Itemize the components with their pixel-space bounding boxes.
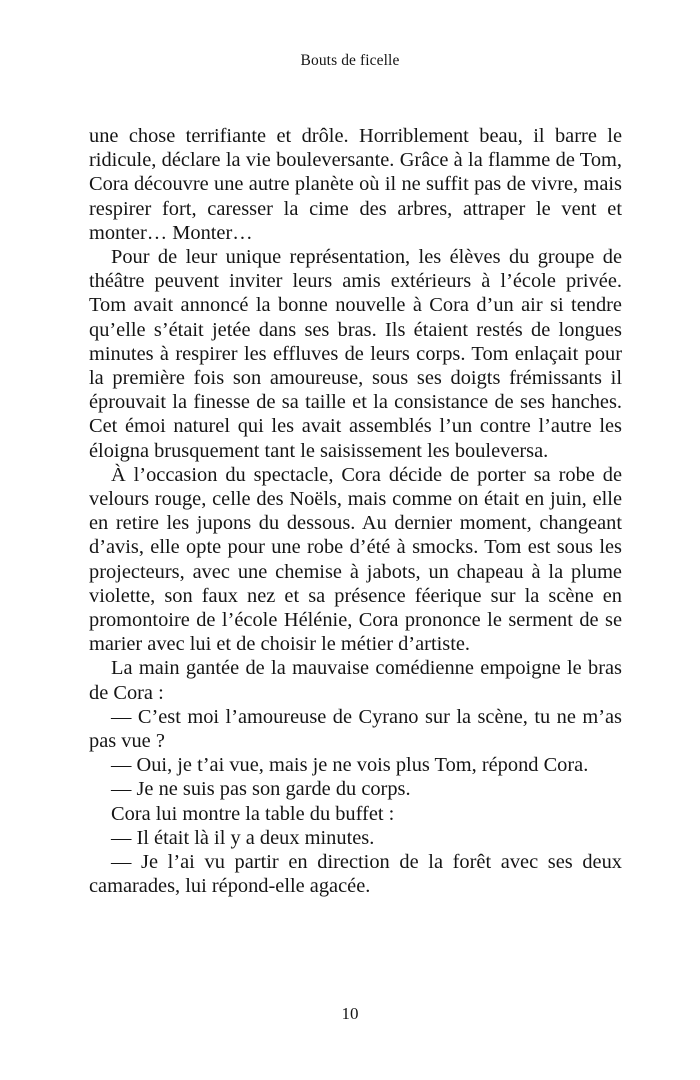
paragraph: À l’occasion du spectacle, Cora décide de porter sa robe de velours rouge, celle des Noëls, mais comme on était en juin, elle en retire les jupons du dessous. Au dernier moment, changeant d’avis, elle opte pour une robe d’été à smocks. Tom est sous les projecteurs, avec une chemise à jabots, un chapeau à la plume violette, son faux nez et sa présence féerique sur la scène en promontoire de l’école Hélénie, Cora prononce le serment de se marier avec lui et de choisir le métier d’artiste. <box>89 463 622 656</box>
paragraph: Pour de leur unique représentation, les élèves du groupe de théâtre peuvent inviter leurs amis extérieurs à l’école privée. Tom avait annoncé la bonne nouvelle à Cora d’un air si tendre qu’elle s’était jetée dans ses bras. Ils étaient restés de longues minutes à respirer les effluves de leurs corps. Tom enlaçait pour la première fois son amoureuse, sous ses doigts frémissants il éprouvait la finesse de sa taille et la consistance de ses hanches. Cet émoi naturel qui les avait assemblés l’un contre l’autre les éloigna brusquement tant le saisissement les bouleversa. <box>89 246 622 462</box>
paragraph: La main gantée de la mauvaise comédienne empoigne le bras de Cora : <box>89 657 622 704</box>
dialogue-line: — Je ne suis pas son garde du corps. <box>111 778 411 801</box>
page-number: 10 <box>341 1004 359 1023</box>
body-text <box>89 124 622 899</box>
dialogue-line: — C’est moi l’amoureuse de Cyrano sur la scène, tu ne m’as pas vue ? <box>89 705 622 753</box>
paragraph: Cora lui montre la table du buffet : <box>111 802 395 825</box>
paragraph-continuation: une chose terrifiante et drôle. Horriblement beau, il barre le ridicule, déclare la vie bouleversante. Grâce à la flamme de Tom, Cora découvre une autre planète où il ne suffit pas de vivre, mais respirer fort, caresser la cime des arbres, attraper le vent et monter… Monter… <box>89 125 622 244</box>
dialogue-line: — Il était là il y a deux minutes. <box>111 826 375 849</box>
dialogue-line: — Je l’ai vu partir en direction de la forêt avec ses deux camarades, lui répond-elle agacée. <box>89 851 622 898</box>
running-header-title: Bouts de ficelle <box>300 52 400 69</box>
dialogue-line: — Oui, je t’ai vue, mais je ne vois plus Tom, répond Cora. <box>111 754 589 777</box>
